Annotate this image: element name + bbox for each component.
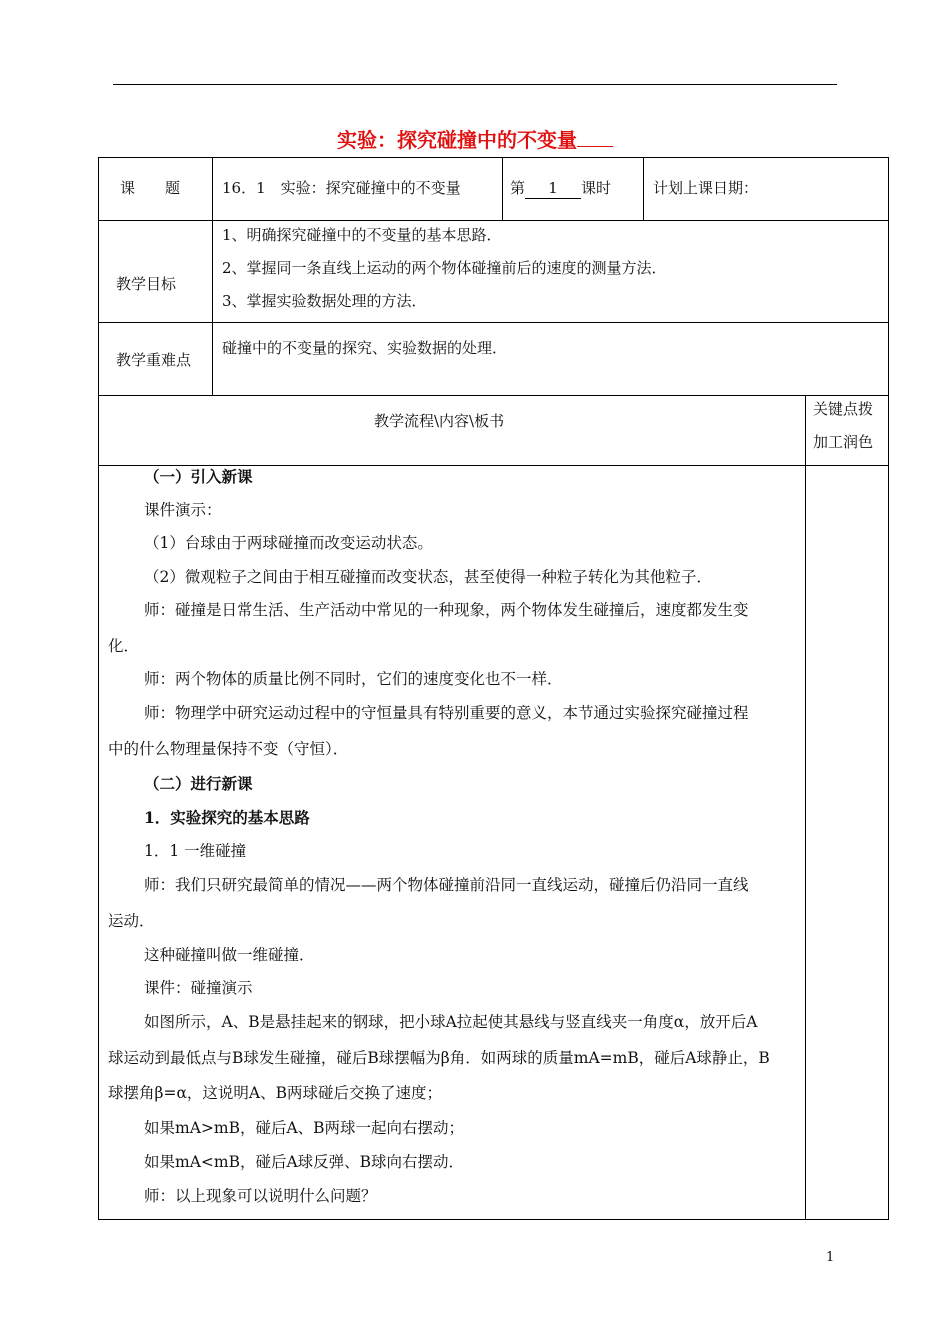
paragraph: 运动． [108, 912, 155, 930]
paragraph: 师：物理学中研究运动过程中的守恒量具有特别重要的意义，本节通过实验探究碰撞过程 [144, 704, 749, 722]
paragraph: 师：两个物体的质量比例不同时，它们的速度变化也不一样． [144, 670, 563, 688]
lesson-plan-table [98, 157, 889, 1220]
paragraph: 师：我们只研究最简单的情况——两个物体碰撞前沿同一直线运动，碰撞后仍沿同一直线 [144, 876, 749, 894]
paragraph: 师：以上现象可以说明什么问题？ [144, 1187, 377, 1205]
page-number: 1 [826, 1250, 835, 1265]
goal-item-2: 2、掌握同一条直线上运动的两个物体碰撞前后的速度的测量方法． [222, 259, 667, 277]
side-header-line1: 关键点拨 [813, 400, 874, 418]
paragraph: 球运动到最低点与B球发生碰撞，碰后B球摆幅为β角．如两球的质量mA=mB，碰后A球静止，B [108, 1049, 770, 1067]
paragraph: 师：碰撞是日常生活、生产活动中常见的一种现象，两个物体发生碰撞后，速度都发生变 [144, 601, 749, 619]
paragraph: （1）台球由于两球碰撞而改变运动状态。 [144, 534, 433, 552]
paragraph: 这种碰撞叫做一维碰撞． [144, 946, 315, 964]
paragraph: 化． [108, 637, 140, 655]
side-header-line2: 加工润色 [813, 433, 874, 451]
paragraph: 中的什么物理量保持不变（守恒）． [108, 740, 349, 758]
flow-header-label: 教学流程\内容\板书 [374, 412, 505, 430]
top-rule [113, 84, 837, 85]
topic-value: 16．1 实验：探究碰撞中的不变量 [222, 179, 461, 197]
topic-label: 课 题 [120, 179, 181, 197]
period-field: 第 1 课时 [510, 179, 612, 197]
key-points-text: 碰撞中的不变量的探究、实验数据的处理． [222, 339, 508, 357]
paragraph: 球摆角β=α，这说明A、B两球碰后交换了速度； [108, 1084, 443, 1102]
plan-date-label: 计划上课日期： [653, 179, 759, 197]
paragraph: 如图所示，A、B是悬挂起来的钢球，把小球A拉起使其悬线与竖直线夹一角度α，放开后A [144, 1013, 758, 1031]
section-heading-new: （二）进行新课 [144, 774, 253, 793]
paragraph: 课件演示： [144, 501, 222, 519]
paragraph: （2）微观粒子之间由于相互碰撞而改变状态，甚至使得一种粒子转化为其他粒子． [144, 568, 712, 586]
paragraph: 如果mA<mB，碰后A球反弹、B球向右摆动． [144, 1153, 465, 1171]
section-heading-intro: （一）引入新课 [144, 467, 253, 486]
document-title: 实验：探究碰撞中的不变量 [0, 124, 950, 153]
key-points-label: 教学重难点 [116, 351, 192, 369]
goal-item-3: 3、掌握实验数据处理的方法． [222, 292, 427, 310]
paragraph: 如果mA>mB，碰后A、B两球一起向右摆动； [144, 1119, 465, 1137]
paragraph: 1．1 一维碰撞 [144, 842, 247, 860]
goals-label: 教学目标 [116, 275, 177, 293]
paragraph: 课件：碰撞演示 [144, 979, 253, 997]
goal-item-1: 1、明确探究碰撞中的不变量的基本思路． [222, 226, 502, 244]
subsection-heading: 1．实验探究的基本思路 [144, 808, 310, 827]
